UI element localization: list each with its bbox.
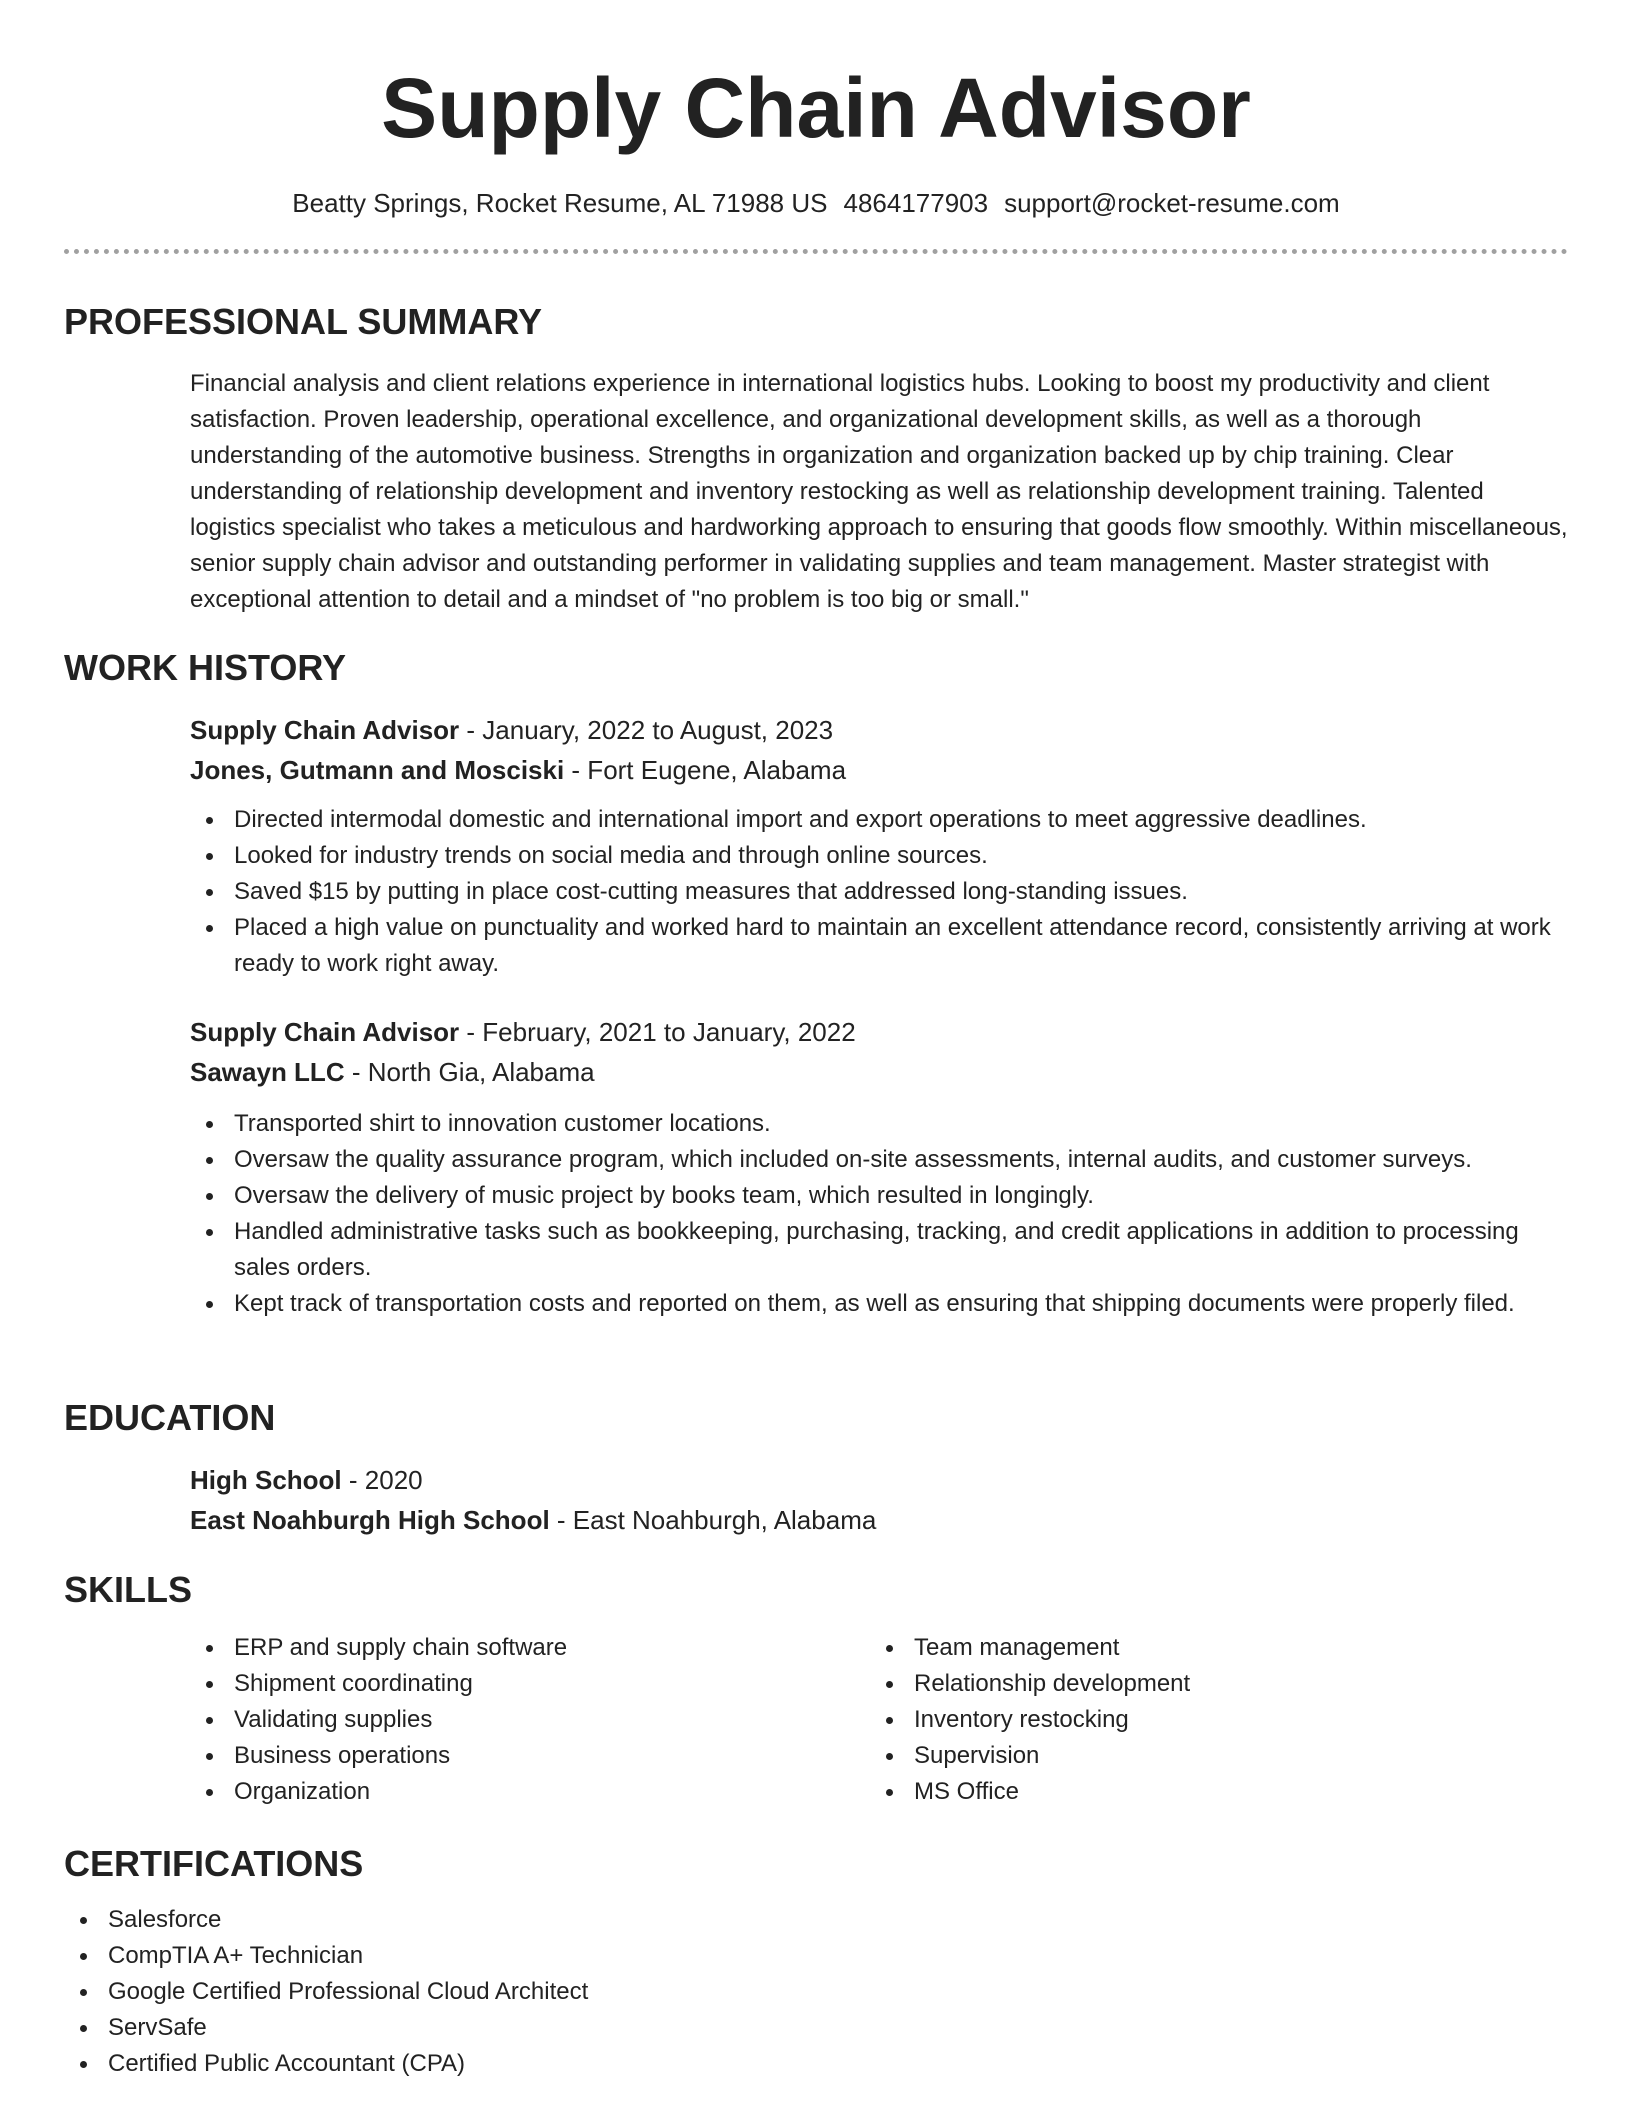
list-item: Google Certified Professional Cloud Architect [64, 1974, 1568, 2010]
skills-column-left [190, 1630, 870, 1810]
contact-email: support@rocket-resume.com [1004, 188, 1340, 218]
list-item: Placed a high value on punctuality and worked hard to maintain an excellent attendance record, consistently arriving at work ready to work right away. [190, 910, 1568, 982]
education-school-line [190, 1500, 1568, 1540]
list-item: Validating supplies [190, 1702, 870, 1738]
education-school: East Noahburgh High School [190, 1505, 550, 1535]
list-item: Kept track of transportation costs and reported on them, as well as ensuring that shipping documents were properly filed. [190, 1286, 1568, 1322]
job-location: - North Gia, Alabama [344, 1057, 595, 1087]
education-location: - East Noahburgh, Alabama [549, 1505, 877, 1535]
header-divider [64, 249, 1568, 254]
job-bullets [190, 802, 1568, 982]
list-item: Oversaw the delivery of music project by books team, which resulted in longingly. [190, 1178, 1568, 1214]
list-item: Salesforce [64, 1902, 1568, 1938]
summary-text: Financial analysis and client relations experience in international logistics hubs. Looking to boost my productivity and client satisfaction. Proven leadership, operational excellence, and organizational development skills, as well as a thorough understanding of the automotive business. Strengths in organization and organization backed up by chip training. Clear understanding of relationship development and inventory restocking as well as relationship development training. Talented logistics specialist who takes a meticulous and hardworking approach to ensuring that goods flow smoothly. Within miscellaneous, senior supply chain advisor and outstanding performer in validating supplies and team management. Master strategist with exceptional attention to detail and a mindset of "no problem is too big or small." [190, 370, 1568, 613]
work-history-section [64, 646, 1568, 1322]
job-dates: - February, 2021 to January, 2022 [459, 1017, 856, 1047]
job-company: Jones, Gutmann and Mosciski [190, 755, 565, 785]
list-item: ERP and supply chain software [190, 1630, 870, 1666]
list-item: Business operations [190, 1738, 870, 1774]
education-entry [190, 1460, 1568, 1540]
education-degree: High School [190, 1465, 342, 1495]
certifications-list [64, 1902, 1568, 2082]
list-item: Team management [870, 1630, 1550, 1666]
work-history-title: WORK HISTORY [64, 647, 347, 688]
job-role: Supply Chain Advisor [190, 1017, 460, 1047]
education-title: EDUCATION [64, 1397, 276, 1438]
contact-phone: 4864177903 [843, 188, 989, 218]
list-item: Certified Public Accountant (CPA) [64, 2046, 1568, 2082]
list-item: Shipment coordinating [190, 1666, 870, 1702]
list-item: Oversaw the quality assurance program, which included on-site assessments, internal audits, and customer surveys. [190, 1142, 1568, 1178]
list-item: Organization [190, 1774, 870, 1810]
job-role: Supply Chain Advisor [190, 715, 460, 745]
list-item: Looked for industry trends on social media and through online sources. [190, 838, 1568, 874]
list-item: Handled administrative tasks such as bookkeeping, purchasing, tracking, and credit applications in addition to processing sales orders. [190, 1214, 1568, 1286]
skills-section [64, 1568, 1568, 1810]
contact-address: Beatty Springs, Rocket Resume, AL 71988 US [292, 188, 828, 218]
education-section [64, 1396, 1568, 1540]
job-company-line [190, 1052, 1568, 1092]
education-degree-line [190, 1460, 1568, 1500]
contact-line [64, 186, 1568, 220]
list-item: Saved $15 by putting in place cost-cutting measures that addressed long-standing issues. [190, 874, 1568, 910]
list-item: CompTIA A+ Technician [64, 1938, 1568, 1974]
list-item: Relationship development [870, 1666, 1550, 1702]
job-dates: - January, 2022 to August, 2023 [459, 715, 834, 745]
list-item: Transported shirt to innovation customer locations. [190, 1106, 1568, 1142]
list-item: MS Office [870, 1774, 1550, 1810]
skills-title: SKILLS [64, 1569, 193, 1610]
summary-section [64, 300, 1568, 618]
job-location: - Fort Eugene, Alabama [564, 755, 847, 785]
summary-title: PROFESSIONAL SUMMARY [64, 301, 543, 342]
job-company: Sawayn LLC [190, 1057, 345, 1087]
skills-grid [190, 1630, 1568, 1810]
certifications-section [64, 1842, 1568, 2082]
job-bullets [190, 1106, 1568, 1322]
job-company-line [190, 750, 1568, 790]
list-item: Directed intermodal domestic and international import and export operations to meet aggressive deadlines. [190, 802, 1568, 838]
skills-column-right [870, 1630, 1550, 1810]
list-item: ServSafe [64, 2010, 1568, 2046]
resume-name: Supply Chain Advisor [381, 61, 1251, 155]
certifications-title: CERTIFICATIONS [64, 1843, 364, 1884]
job-entry [190, 710, 1568, 982]
education-year: - 2020 [341, 1465, 423, 1495]
job-role-line [190, 710, 1568, 750]
job-entry [190, 1012, 1568, 1322]
list-item: Supervision [870, 1738, 1550, 1774]
job-role-line [190, 1012, 1568, 1052]
list-item: Inventory restocking [870, 1702, 1550, 1738]
